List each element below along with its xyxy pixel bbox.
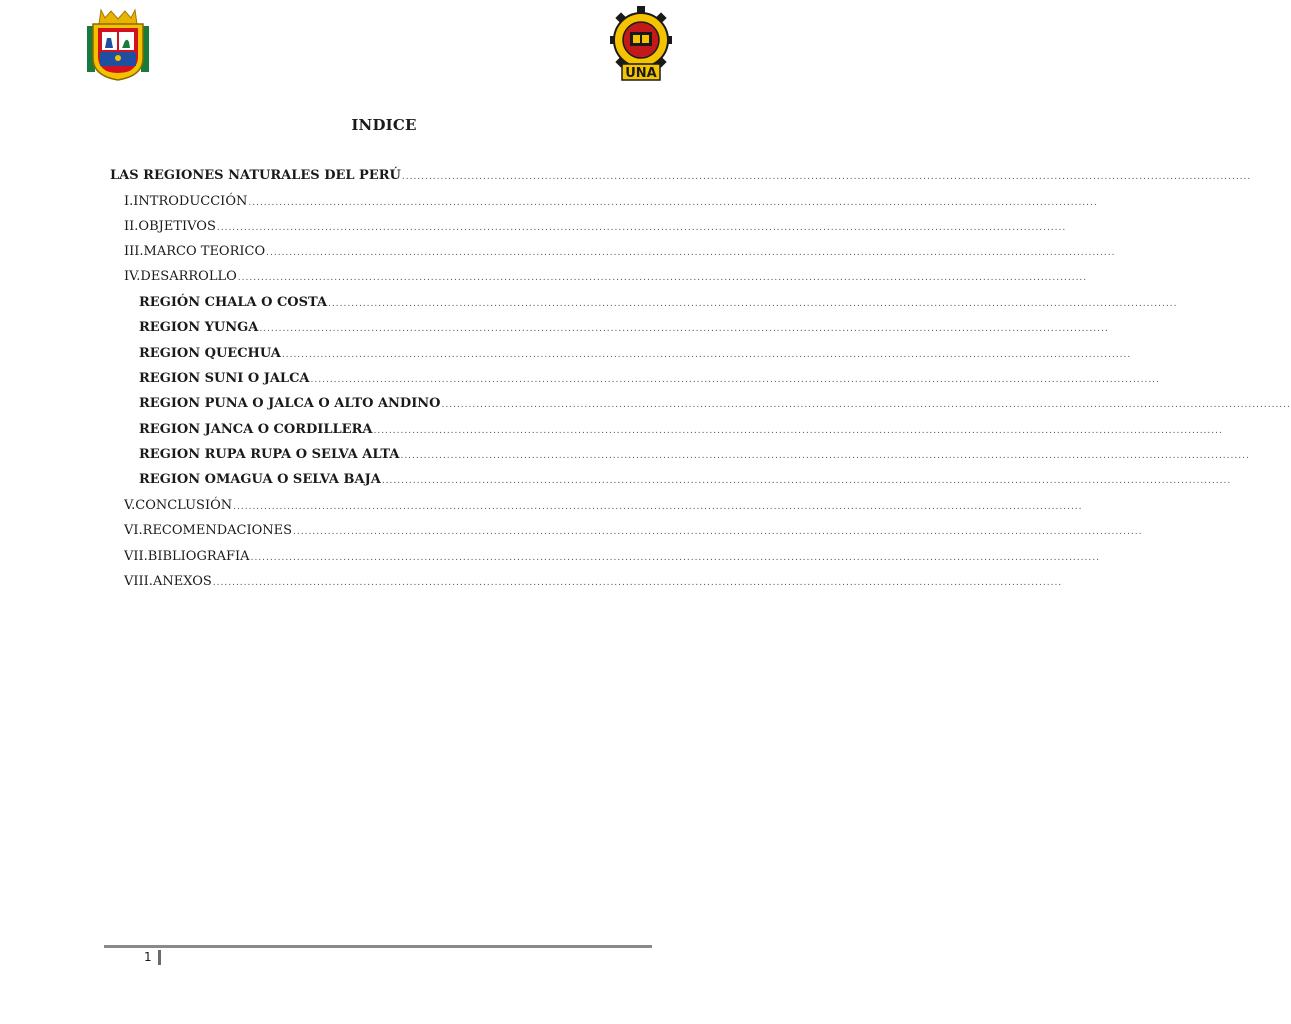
toc-entry-label: OBJETIVOS — [138, 219, 216, 234]
toc-entry-label: ANEXOS — [152, 574, 212, 589]
toc-dot-leader: ............................................................................................................................................................................................................................ — [328, 299, 1178, 309]
toc-entry-label: REGION SUNI O JALCA — [139, 371, 310, 386]
toc-entry[interactable] — [139, 395, 1291, 413]
toc-entry-label: REGION PUNA O JALCA O ALTO ANDINO — [139, 396, 441, 411]
toc-entry[interactable] — [124, 497, 1083, 515]
toc-entry-label: LAS REGIONES NATURALES DEL PERÚ — [110, 168, 401, 183]
toc-entry[interactable] — [124, 218, 1067, 236]
toc-dot-leader: ............................................................................................................................................................................................................................ — [400, 451, 1250, 461]
toc-entry-number: VIII. — [124, 574, 153, 589]
toc-dot-leader: ............................................................................................................................................................................................................................ — [212, 578, 1063, 588]
toc-dot-leader: ............................................................................................................................................................................................................................ — [373, 426, 1223, 436]
toc-entry[interactable] — [110, 167, 1252, 185]
toc-entry-label: REGIÓN CHALA O COSTA — [139, 295, 328, 310]
toc-dot-leader: ............................................................................................................................................................................................................................ — [237, 273, 1088, 283]
university-crest-logo — [83, 8, 153, 82]
toc-dot-leader: ............................................................................................................................................................................................................................ — [233, 502, 1083, 512]
toc-dot-leader: ............................................................................................................................................................................................................................ — [293, 527, 1143, 537]
toc-dot-leader: ............................................................................................................................................................................................................................ — [281, 350, 1132, 360]
toc-entry[interactable] — [139, 471, 1232, 489]
toc-entry-number: II. — [124, 219, 139, 234]
toc-entry[interactable] — [139, 370, 1160, 388]
toc-entry-label: INTRODUCCIÓN — [133, 194, 248, 209]
toc-dot-leader: ............................................................................................................................................................................................................................ — [250, 553, 1100, 563]
toc-dot-leader: ............................................................................................................................................................................................................................ — [310, 375, 1160, 385]
toc-dot-leader: ............................................................................................................................................................................................................................ — [216, 223, 1067, 233]
toc-entry[interactable] — [139, 421, 1223, 439]
toc-entry-label: REGION OMAGUA O SELVA BAJA — [139, 472, 381, 487]
document-title: INDICE — [351, 116, 417, 134]
toc-entry-label: REGION QUECHUA — [139, 346, 281, 361]
toc-entry-label: DESARROLLO — [140, 269, 237, 284]
toc-entry-label: BIBLIOGRAFIA — [147, 549, 250, 564]
toc-entry-number: V. — [124, 498, 136, 513]
toc-dot-leader: ............................................................................................................................................................................................................................ — [259, 324, 1109, 334]
svg-text:UNA: UNA — [625, 66, 657, 81]
toc-entry[interactable] — [139, 345, 1132, 363]
toc-entry[interactable] — [139, 294, 1178, 312]
toc-entry-number: I. — [124, 194, 134, 209]
toc-dot-leader: ............................................................................................................................................................................................................................ — [401, 172, 1252, 182]
toc-dot-leader: ............................................................................................................................................................................................................................ — [266, 248, 1116, 258]
toc-entry[interactable] — [139, 319, 1109, 337]
toc-entry[interactable] — [124, 573, 1063, 591]
page-number-bar — [158, 950, 161, 965]
toc-entry[interactable] — [139, 446, 1250, 464]
toc-entry-number: VI. — [124, 523, 143, 538]
toc-dot-leader: ............................................................................................................................................................................................................................ — [441, 400, 1291, 410]
toc-entry-number: III. — [124, 244, 144, 259]
footer-divider — [104, 945, 652, 948]
toc-entry[interactable] — [124, 243, 1116, 261]
toc-entry[interactable] — [124, 522, 1143, 540]
toc-entry[interactable] — [124, 548, 1100, 566]
toc-entry[interactable] — [124, 193, 1098, 211]
toc-entry-label: CONCLUSIÓN — [135, 498, 233, 513]
toc-entry-number: IV. — [124, 269, 141, 284]
toc-entry-label: REGION YUNGA — [139, 320, 259, 335]
toc-entry-label: RECOMENDACIONES — [142, 523, 293, 538]
toc-entry-number: VII. — [124, 549, 148, 564]
faculty-gear-emblem-logo — [608, 4, 674, 82]
toc-dot-leader: ............................................................................................................................................................................................................................ — [248, 198, 1098, 208]
toc-entry[interactable] — [124, 268, 1088, 286]
toc-dot-leader: ............................................................................................................................................................................................................................ — [381, 476, 1232, 486]
toc-entry-label: REGION RUPA RUPA O SELVA ALTA — [139, 447, 400, 462]
page-number: 1 — [144, 950, 152, 964]
toc-entry-label: MARCO TEORICO — [143, 244, 266, 259]
toc-entry-label: REGION JANCA O CORDILLERA — [139, 422, 373, 437]
